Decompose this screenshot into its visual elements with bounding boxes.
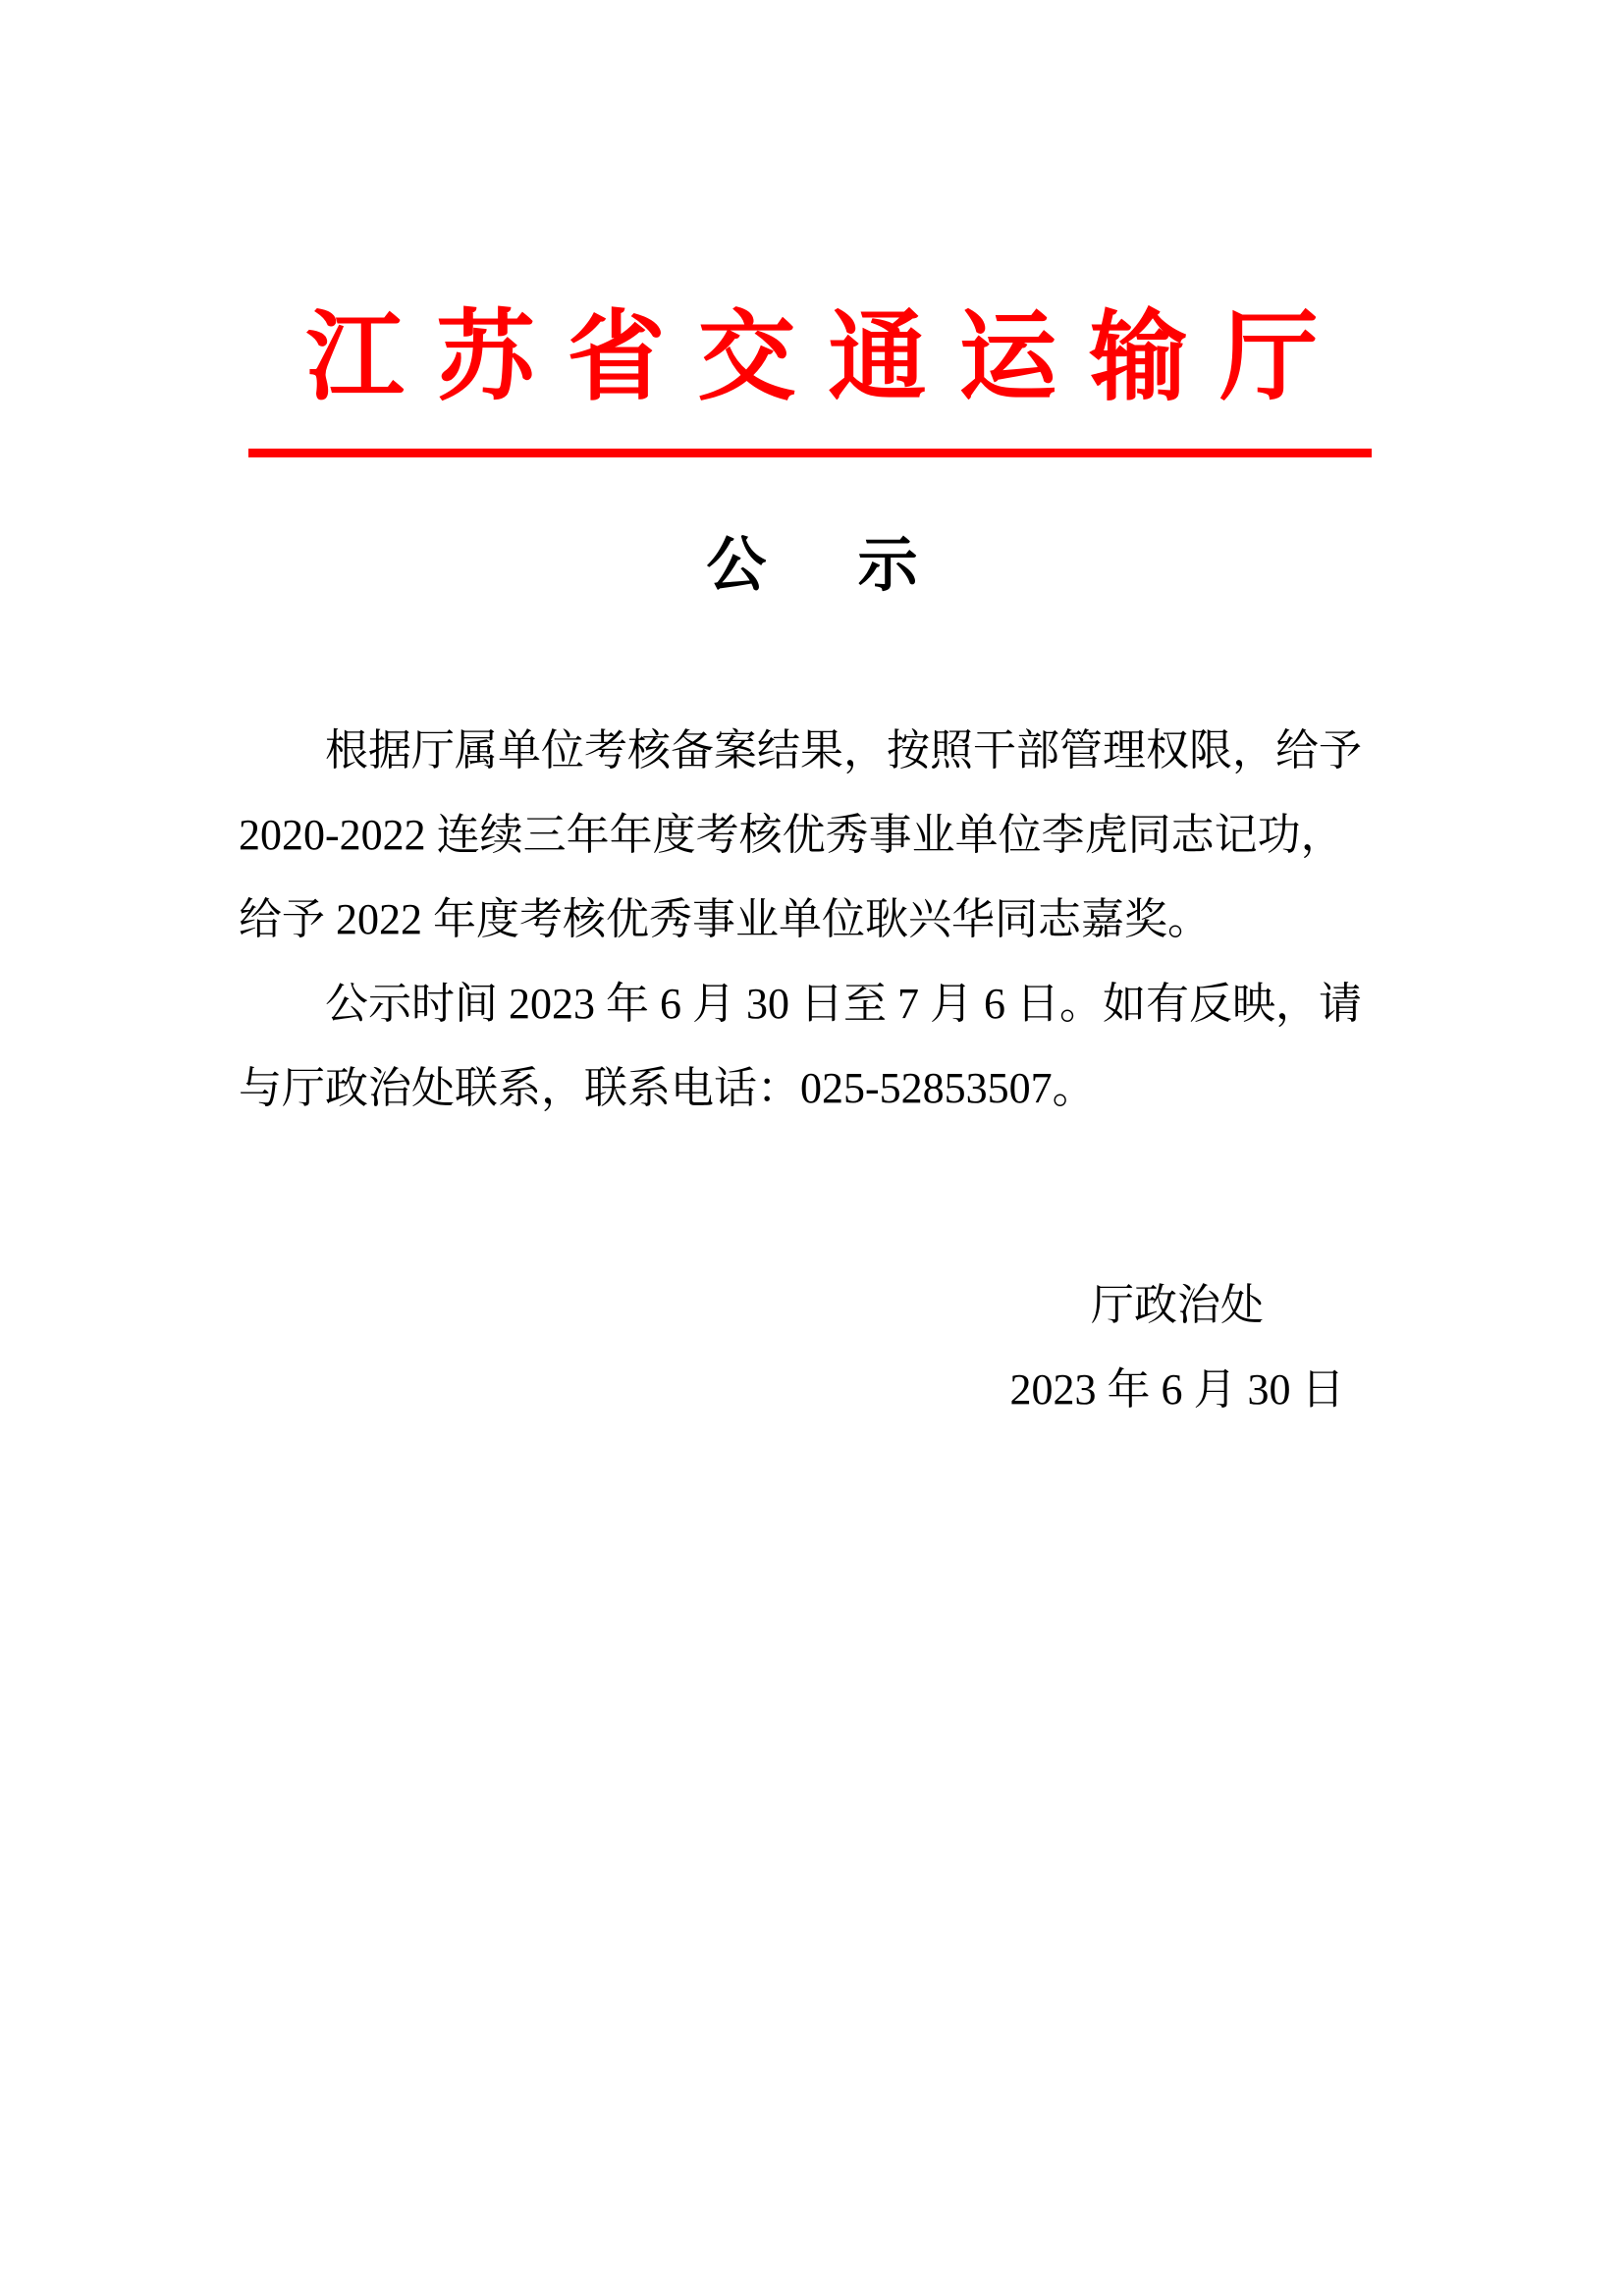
paragraph-1-line-2: 2020-2022 连续三年年度考核优秀事业单位李虎同志记功，	[239, 811, 1344, 859]
paragraph-1-line-1: 根据厅属单位考核备案结果，按照干部管理权限，给予	[325, 726, 1362, 774]
agency-header-title: 江 苏 省 交 通 运 输 厅	[305, 303, 1319, 412]
notice-title: 公 示	[706, 533, 918, 599]
signature-date: 2023 年 6 月 30 日	[1009, 1365, 1345, 1414]
signature-department: 厅政治处	[1091, 1281, 1264, 1329]
paragraph-2-line-1: 公示时间 2023 年 6 月 30 日至 7 月 6 日。如有反映，请	[325, 980, 1362, 1028]
paragraph-2-line-2: 与厅政治处联系，联系电话：025-52853507。	[239, 1064, 1096, 1112]
paragraph-1-line-3: 给予 2022 年度考核优秀事业单位耿兴华同志嘉奖。	[239, 895, 1211, 943]
notice-body	[239, 709, 1387, 1131]
red-divider-line	[248, 449, 1372, 457]
signature-block	[932, 1263, 1423, 1432]
